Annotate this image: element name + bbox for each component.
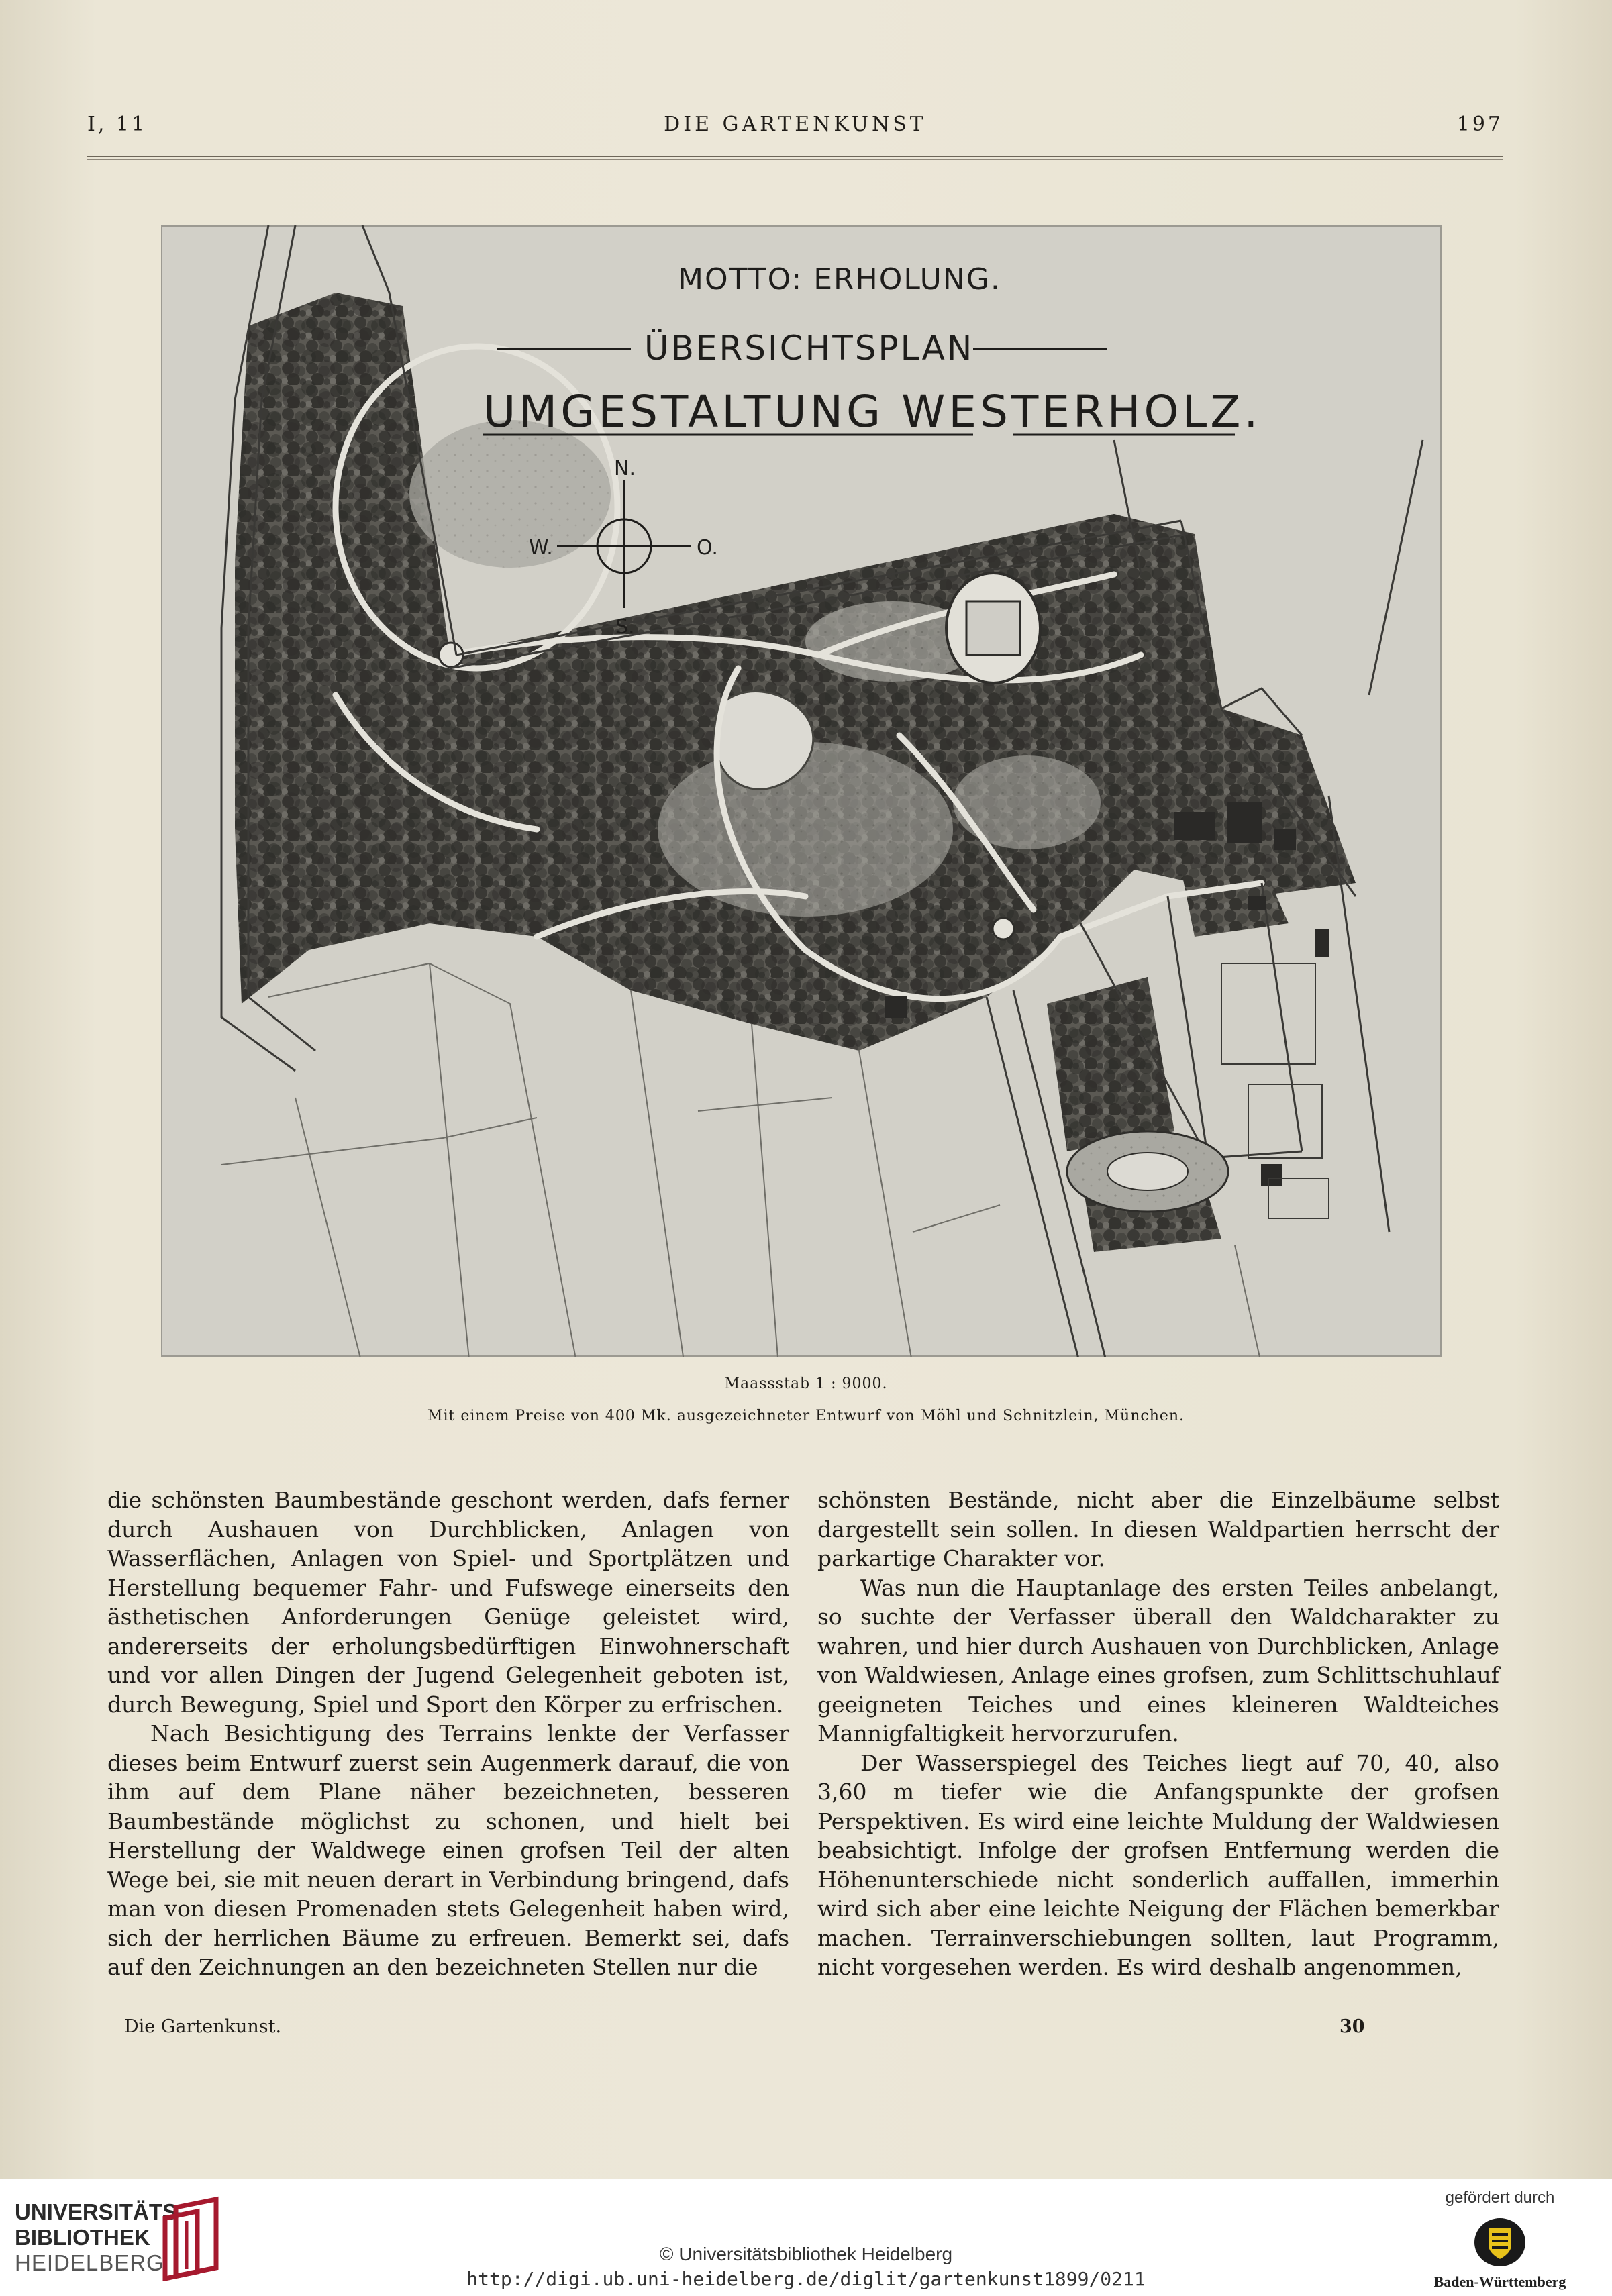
plan-title: UMGESTALTUNG WESTERHOLZ. (483, 386, 1262, 437)
plan-subtitle: ÜBERSICHTSPLAN (644, 329, 974, 368)
sports-ground (946, 573, 1040, 683)
plan-motto: MOTTO: ERHOLUNG. (678, 262, 1001, 297)
baden-wuerttemberg-crest-icon (1473, 2215, 1527, 2269)
paragraph: Nach Besichtigung des Terrains lenkte der Verfasser dieses beim Entwurf zuerst sein Augenmerk darauf, die von ihm auf dem Plane näher bezeichneten, besseren Baumbestände möglichst zu schonen, und hielt bei Herstellung der Waldwege einen grofsen Teil der alten Wege bei, sie mit neuen derart in Verbindung bringend, dafs man von diesen Promenaden stets Gelegenheit haben wird, sich der herrlichen Bäume zu erfreuen. Bemerkt sei, dafs auf den Zeichnungen an den bezeichneten Stellen nur die (107, 1720, 789, 1980)
copyright-notice: © Universitätsbibliothek Heidelberg (659, 2244, 953, 2264)
compass-west: W. (529, 536, 553, 560)
paragraph: Der Wasserspiegel des Teiches liegt auf 70, 40, also 3,60 m tiefer wie die Anfangspunkte der grofsen Perspektiven. Es wird eine leichte Muldung der Waldwiesen beabsichtigt. Infolge der grofsen Entfernung werden die Höhenunterschiede nicht sonderlich auffallen, immerhin wird sich aber eine leichte Neigung der Flächen bemerkbar machen. Terrainverschiebungen sollten, laut Programm, nicht vorgesehen werden. Es wird deshalb angenommen, (817, 1749, 1499, 1980)
header-rule-thin (87, 159, 1503, 160)
compass-south: S. (615, 615, 635, 639)
library-name-line2: BIBLIOTHEK (15, 2225, 150, 2250)
body-column-right (817, 1485, 1499, 1982)
printer-signature: Die Gartenkunst. (124, 2016, 282, 2037)
library-footer (0, 2179, 1612, 2296)
library-name-line1: UNIVERSITÄTS- (15, 2199, 185, 2224)
funder-name: Baden-Württemberg (1433, 2273, 1566, 2290)
signature-number: 30 (1340, 2016, 1365, 2037)
permalink-url[interactable]: http://digi.ub.uni-heidelberg.de/diglit/gartenkunst1899/0211 (466, 2268, 1146, 2290)
body-column-left (107, 1485, 789, 1982)
park-plan-illustration (161, 225, 1442, 1357)
journal-title: DIE GARTENKUNST (664, 113, 927, 136)
plan-credit-caption: Mit einem Preise von 400 Mk. ausgezeichneter Entwurf von Möhl und Schnitzlein, München. (427, 1408, 1185, 1424)
paragraph: Was nun die Hauptanlage des ersten Teiles anbelangt, so suchte der Verfasser überall den Waldcharakter zu wahren, und hier durch Aushauen von Durchblicken, Anlage von Waldwiesen, Anlage eines grofsen, zum Schlittschuhlauf geeigneten Teiches und eines kleineren Waldteiches Mannigfaltigkeit hervorzurufen. (817, 1574, 1499, 1746)
funder-block (1416, 2189, 1584, 2291)
library-name-line3: HEIDELBERG (15, 2250, 164, 2275)
funded-by-label: gefördert durch (1445, 2189, 1555, 2207)
running-header (87, 106, 1503, 146)
volume-number: I, 11 (87, 113, 148, 136)
lower-garden (1067, 1131, 1228, 1212)
header-rule (87, 156, 1503, 157)
compass-north: N. (614, 457, 636, 480)
paragraph: die schönsten Baumbestände geschont werden, dafs ferner durch Aushauen von Durchblicken, Anlagen von Wasserflächen, Anlagen von Spiel- und Sportplätzen und Herstellung bequemer Fahr- und Fufswege einerseits den ästhetischen Anforderungen Genüge geleistet wird, andererseits der erholungsbedürftigen Einwohnerschaft und vor allen Dingen der Jugend Gelegenheit geboten ist, durch Bewegung, Spiel und Sport den Körper zu erfrischen. (107, 1487, 789, 1718)
plan-scale-caption: Maassstab 1 : 9000. (724, 1375, 888, 1392)
page-number: 197 (1456, 113, 1503, 136)
paragraph: schönsten Bestände, nicht aber die Einzelbäume selbst dargestellt sein sollen. In diesen Waldpartien herrscht der parkartige Charakter vor. (817, 1487, 1499, 1571)
compass-east: O. (697, 536, 718, 560)
